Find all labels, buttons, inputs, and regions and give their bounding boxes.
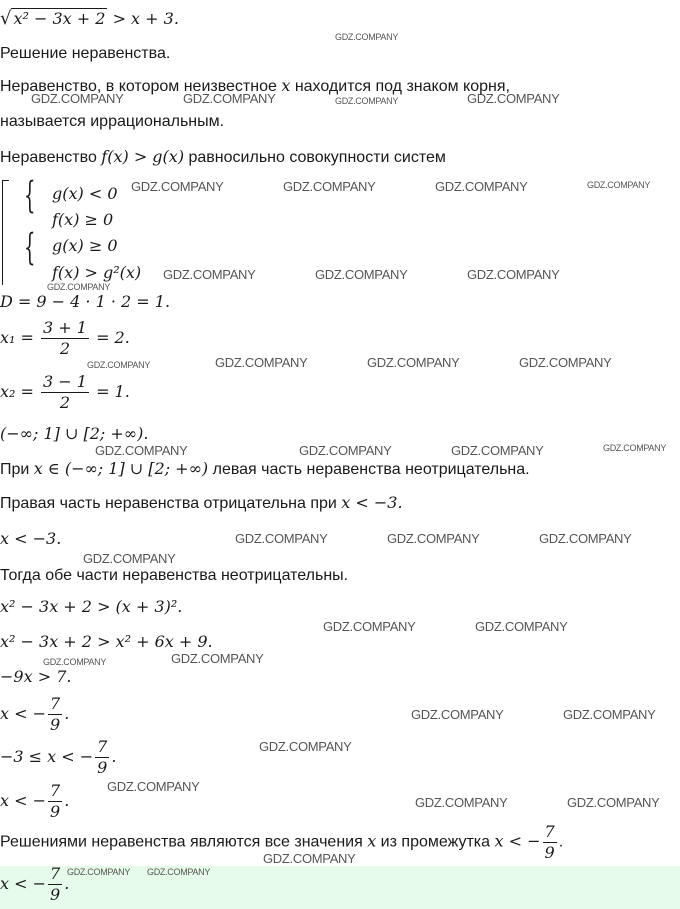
watermark: GDZ.COMPANY <box>519 355 612 370</box>
watermark: GDZ.COMPANY <box>539 531 632 546</box>
solution-heading: Решение неравенства. <box>0 45 171 62</box>
watermark: GDZ.COMPANY <box>263 851 356 866</box>
watermark: GDZ.COMPANY <box>467 91 560 106</box>
watermark: GDZ.COMPANY <box>259 739 352 754</box>
watermark: GDZ.COMPANY <box>387 531 480 546</box>
system1-line2: f(x) ≥ 0 <box>52 210 114 229</box>
watermark: GDZ.COMPANY <box>411 707 504 722</box>
watermark: GDZ.COMPANY <box>283 179 376 194</box>
range-inequality: −3 ≤ x < − $\frac{7}{9}$ . <box>0 737 117 777</box>
watermark: GDZ.COMPANY <box>335 32 399 42</box>
watermark: GDZ.COMPANY <box>67 867 131 877</box>
watermark: GDZ.COMPANY <box>451 443 544 458</box>
watermark: GDZ.COMPANY <box>83 551 176 566</box>
watermark: GDZ.COMPANY <box>587 180 651 190</box>
linear-inequality: −9x > 7. <box>0 667 72 686</box>
watermark: GDZ.COMPANY <box>163 267 256 282</box>
watermark: GDZ.COMPANY <box>107 779 200 794</box>
watermark: GDZ.COMPANY <box>147 867 211 877</box>
watermark: GDZ.COMPANY <box>299 443 392 458</box>
definition-line-1: Неравенство, в котором неизвестное x находится под знаком корня, <box>0 76 510 95</box>
system2-line2: f(x) > g²(x) <box>52 263 142 282</box>
system1-line1: g(x) < 0 <box>52 184 118 203</box>
watermark: GDZ.COMPANY <box>467 267 560 282</box>
discriminant: D = 9 − 4 · 1 · 2 = 1. <box>0 292 171 311</box>
problem-statement: √ x² − 3x + 2 > x + 3. <box>0 8 179 29</box>
watermark: GDZ.COMPANY <box>563 707 656 722</box>
watermark: GDZ.COMPANY <box>47 282 111 292</box>
both-nonnegative-line: Тогда обе части неравенства неотрицательны. <box>0 567 349 584</box>
lhs-nonnegative-line: При x ∈ (−∞; 1] ∪ [2; +∞) левая часть неравенства неотрицательна. <box>0 459 530 478</box>
system2-line1: g(x) ≥ 0 <box>52 236 118 255</box>
watermark: GDZ.COMPANY <box>335 96 399 106</box>
watermark: GDZ.COMPANY <box>43 657 107 667</box>
watermark: GDZ.COMPANY <box>131 179 224 194</box>
watermark: GDZ.COMPANY <box>95 443 188 458</box>
system-brace-2: { <box>24 227 36 270</box>
x-less-fraction: x < − $\frac{7}{9}$ . <box>0 694 70 734</box>
watermark: GDZ.COMPANY <box>603 443 667 453</box>
squared-inequality: x² − 3x + 2 > (x + 3)². <box>0 597 183 616</box>
expanded-inequality: x² − 3x + 2 > x² + 6x + 9. <box>0 632 213 651</box>
watermark: GDZ.COMPANY <box>183 91 276 106</box>
watermark: GDZ.COMPANY <box>235 531 328 546</box>
definition-line-2: называется иррациональным. <box>0 113 225 130</box>
watermark: GDZ.COMPANY <box>435 179 528 194</box>
watermark: GDZ.COMPANY <box>215 355 308 370</box>
watermark: GDZ.COMPANY <box>367 355 460 370</box>
equivalence-line: Неравенство f(x) > g(x) равносильно совокупности систем <box>0 147 446 166</box>
root-x1: x₁ = $\frac{3 + 1}{2}$ = 2. <box>0 318 130 358</box>
conclusion-line: Решениями неравенства являются все значения x из промежутка x < − $\frac{7}{9}$ . <box>0 822 564 862</box>
system-brace-1: { <box>24 175 36 218</box>
rhs-negative-line: Правая часть неравенства отрицательна при x < −3. <box>0 493 403 512</box>
root-x2: x₂ = $\frac{3 - 1}{2}$ = 1. <box>0 372 130 412</box>
x-less-minus3: x < −3. <box>0 529 62 548</box>
watermark: GDZ.COMPANY <box>475 619 568 634</box>
watermark: GDZ.COMPANY <box>31 91 124 106</box>
x-less-fraction-2: x < − $\frac{7}{9}$ . <box>0 781 70 821</box>
watermark: GDZ.COMPANY <box>323 619 416 634</box>
watermark: GDZ.COMPANY <box>315 267 408 282</box>
watermark: GDZ.COMPANY <box>415 795 508 810</box>
watermark: GDZ.COMPANY <box>171 651 264 666</box>
set-bracket-line <box>2 184 3 284</box>
final-answer: x < − $\frac{7}{9}$ . <box>0 864 70 904</box>
watermark: GDZ.COMPANY <box>87 360 151 370</box>
union-interval: (−∞; 1] ∪ [2; +∞). <box>0 424 149 443</box>
set-bracket <box>2 180 9 285</box>
watermark: GDZ.COMPANY <box>567 795 660 810</box>
